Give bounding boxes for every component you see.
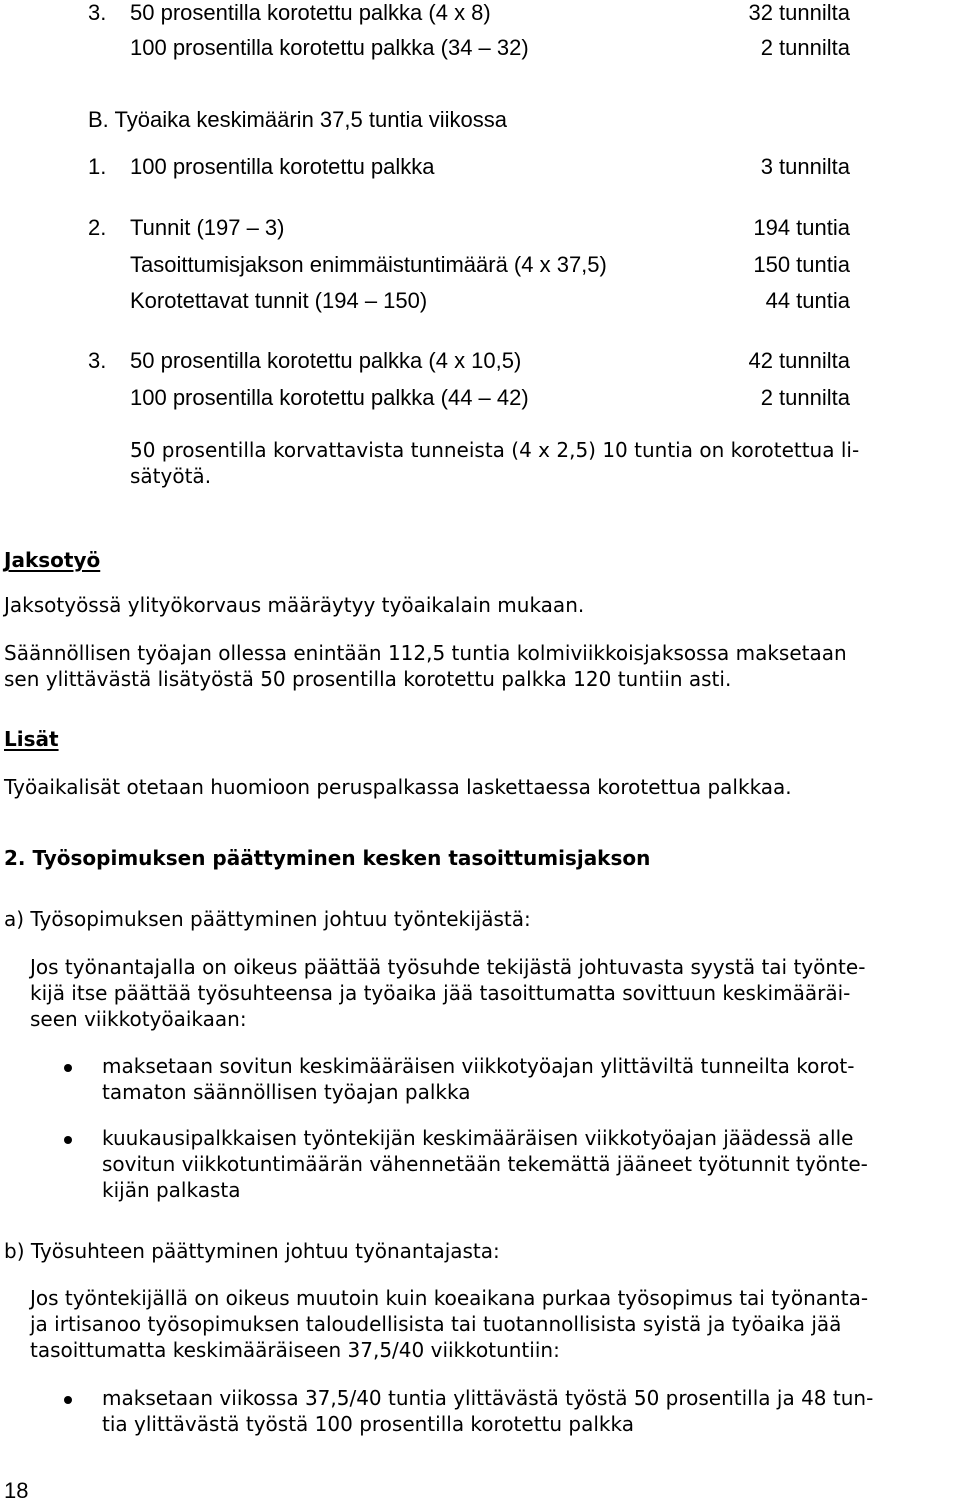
section-heading: Jaksotyö	[4, 548, 101, 572]
paragraph-line: kijä itse päättää työsuhteensa ja työaika jää tasoittumatta sovittuun keskimääräi-	[30, 981, 851, 1005]
item-number: 2.	[88, 215, 107, 240]
item-number: 1.	[88, 154, 107, 179]
row-label: 50 prosentilla korotettu palkka (4 x 10,5)	[130, 348, 522, 373]
paragraph-line: seen viikkotyöaikaan:	[30, 1007, 247, 1031]
bullet-text: maksetaan viikossa 37,5/40 tuntia ylittävästä työstä 50 prosentilla ja 48 tun-	[102, 1386, 874, 1410]
row-value: 150 tuntia	[753, 252, 850, 277]
page-number: 18	[4, 1478, 29, 1503]
section-heading: Lisät	[4, 727, 59, 751]
row-label: Tasoittumisjakson enimmäistuntimäärä (4 x 37,5)	[130, 252, 607, 277]
bullet-icon	[64, 1064, 72, 1072]
section-heading: 2. Työsopimuksen päättyminen kesken tasoittumisjakson	[4, 846, 651, 870]
row-value: 32 tunnilta	[748, 0, 850, 25]
paragraph: Säännöllisen työajan ollessa enintään 112,5 tuntia kolmiviikkoisjaksossa maksetaan	[4, 641, 847, 665]
row-value: 2 tunnilta	[760, 385, 850, 410]
subsection-title: a) Työsopimuksen päättyminen johtuu työntekijästä:	[4, 907, 531, 931]
item-number: 3.	[88, 0, 107, 25]
paragraph: Jaksotyössä ylityökorvaus määräytyy työaikalain mukaan.	[4, 593, 585, 617]
note-text: 50 prosentilla korvattavista tunneista (4 x 2,5) 10 tuntia on korotettua li-	[130, 438, 860, 462]
bullet-icon	[64, 1136, 72, 1144]
subsection-title: b) Työsuhteen päättyminen johtuu työnantajasta:	[4, 1239, 500, 1263]
note-text: sätyötä.	[130, 464, 212, 488]
bullet-text: tamaton säännöllisen työajan palkka	[102, 1080, 471, 1104]
row-value: 44 tuntia	[765, 288, 850, 313]
paragraph: sen ylittävästä lisätyöstä 50 prosentilla korotettu palkka 120 tuntiin asti.	[4, 667, 732, 691]
row-value: 194 tuntia	[753, 215, 850, 240]
row-value: 3 tunnilta	[760, 154, 850, 179]
bullet-text: kijän palkasta	[102, 1178, 241, 1202]
row-label: 50 prosentilla korotettu palkka (4 x 8)	[130, 0, 491, 25]
row-label: 100 prosentilla korotettu palkka	[130, 154, 435, 179]
row-value: 2 tunnilta	[760, 35, 850, 60]
row-label: Tunnit (197 – 3)	[130, 215, 285, 240]
paragraph-line: tasoittumatta keskimääräiseen 37,5/40 viikkotuntiin:	[30, 1338, 560, 1362]
paragraph: Työaikalisät otetaan huomioon peruspalkassa laskettaessa korotettua palkkaa.	[4, 775, 792, 799]
bullet-text: sovitun viikkotuntimäärän vähennetään tekemättä jääneet työtunnit työnte-	[102, 1152, 868, 1176]
paragraph-line: ja irtisanoo työsopimuksen taloudellisista tai tuotannollisista syistä ja työaika jää	[30, 1312, 842, 1336]
paragraph-line: Jos työnantajalla on oikeus päättää työsuhde tekijästä johtuvasta syystä tai työnte-	[30, 955, 866, 979]
row-label: Korotettavat tunnit (194 – 150)	[130, 288, 428, 313]
part-b-heading: B. Työaika keskimäärin 37,5 tuntia viikossa	[88, 107, 508, 132]
row-label: 100 prosentilla korotettu palkka (34 – 32)	[130, 35, 529, 60]
item-number: 3.	[88, 348, 107, 373]
bullet-text: maksetaan sovitun keskimääräisen viikkotyöajan ylittäviltä tunneilta korot-	[102, 1054, 855, 1078]
row-label: 100 prosentilla korotettu palkka (44 – 42)	[130, 385, 529, 410]
bullet-text: tia ylittävästä työstä 100 prosentilla korotettu palkka	[102, 1412, 634, 1436]
row-value: 42 tunnilta	[748, 348, 850, 373]
bullet-text: kuukausipalkkaisen työntekijän keskimääräisen viikkotyöajan jäädessä alle	[102, 1126, 854, 1150]
paragraph-line: Jos työntekijällä on oikeus muutoin kuin koeaikana purkaa työsopimus tai työnanta-	[30, 1286, 869, 1310]
bullet-icon	[64, 1396, 72, 1404]
